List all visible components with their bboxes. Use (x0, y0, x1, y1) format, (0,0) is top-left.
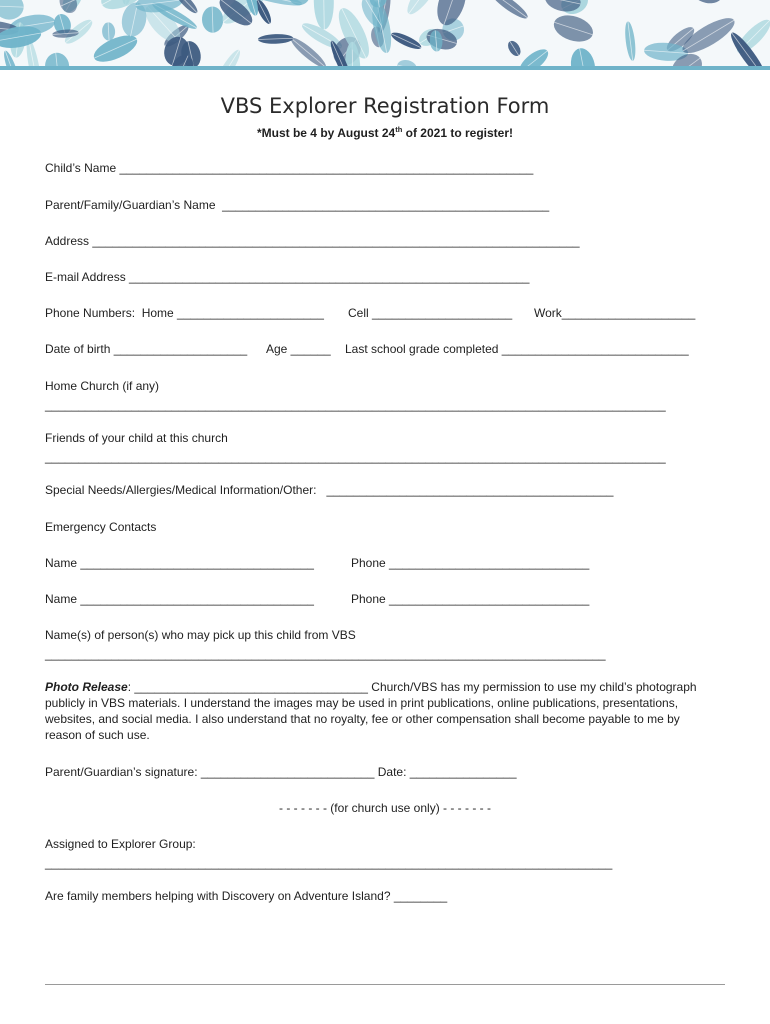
page-title: VBS Explorer Registration Form (220, 94, 550, 118)
address-field[interactable]: Address _________________________________________________________________________ (45, 234, 580, 248)
footer-divider (45, 984, 725, 985)
family-helping-field[interactable]: Are family members helping with Discovery on Adventure Island? ________ (45, 889, 448, 903)
age-field[interactable]: Age ______ (266, 342, 331, 356)
emergency-name-2-field[interactable]: Name ___________________________________ (45, 592, 314, 606)
leaf-icon (0, 0, 24, 20)
assigned-group-line[interactable]: _____________________________________________________________________________________ (45, 856, 613, 870)
assigned-group-label: Assigned to Explorer Group: (45, 837, 196, 851)
last-grade-field[interactable]: Last school grade completed ____________________________ (345, 342, 689, 356)
pickup-persons-line[interactable]: ____________________________________________________________________________________ (45, 647, 606, 661)
phone-home-field[interactable]: Phone Numbers: Home ______________________ (45, 306, 324, 320)
photo-release-paragraph (45, 679, 705, 743)
age-requirement-note (0, 125, 770, 140)
pickup-persons-label: Name(s) of person(s) who may pick up this child from VBS (45, 628, 356, 642)
phone-work-field[interactable]: Work____________________ (534, 306, 696, 320)
parent-name-field[interactable]: Parent/Family/Guardian’s Name _________________________________________________ (45, 198, 550, 212)
note-superscript: th (395, 125, 403, 134)
photo-release-label: Photo Release (45, 680, 128, 694)
date-of-birth-field[interactable]: Date of birth ____________________ (45, 342, 248, 356)
friends-line[interactable]: _____________________________________________________________________________________________ (45, 450, 666, 464)
banner-divider (0, 66, 770, 70)
home-church-label: Home Church (if any) (45, 379, 160, 393)
leaf-icon (487, 0, 531, 22)
emergency-phone-2-field[interactable]: Phone ______________________________ (351, 592, 590, 606)
leaf-vein-icon (291, 38, 325, 67)
photo-release-text: : ___________________________________ Church/VBS has my permission to use my child’s photograph publicly in VBS materials. I understand the images may be used in print publications, online publications, presentations, websites, and social media. I also understand that no royalty, fee or other compensation shall become payable to me by reason of such use. (45, 680, 697, 742)
leaf-icon (691, 0, 724, 6)
email-field[interactable]: E-mail Address ____________________________________________________________ (45, 270, 530, 284)
signature-field[interactable]: Parent/Guardian’s signature: __________________________ Date: ________________ (45, 765, 517, 779)
emergency-contacts-heading: Emergency Contacts (45, 520, 157, 534)
emergency-name-1-field[interactable]: Name ___________________________________ (45, 556, 314, 570)
phone-cell-field[interactable]: Cell _____________________ (348, 306, 513, 320)
emergency-phone-1-field[interactable]: Phone ______________________________ (351, 556, 590, 570)
note-main: *Must be 4 by August 24 (256, 126, 396, 140)
note-tail: of 2021 to register! (402, 126, 514, 140)
church-use-divider: - - - - - - - (for church use only) - - - - - - - (279, 801, 491, 815)
tropical-leaf-banner (0, 0, 770, 70)
leaf-pattern-icon (0, 0, 770, 70)
special-needs-field[interactable]: Special Needs/Allergies/Medical Information/Other: ___________________________________________ (45, 483, 614, 497)
child-name-field[interactable]: Child’s Name ______________________________________________________________ (45, 161, 534, 175)
friends-label: Friends of your child at this church (45, 431, 228, 445)
home-church-line[interactable]: _____________________________________________________________________________________________ (45, 398, 666, 412)
